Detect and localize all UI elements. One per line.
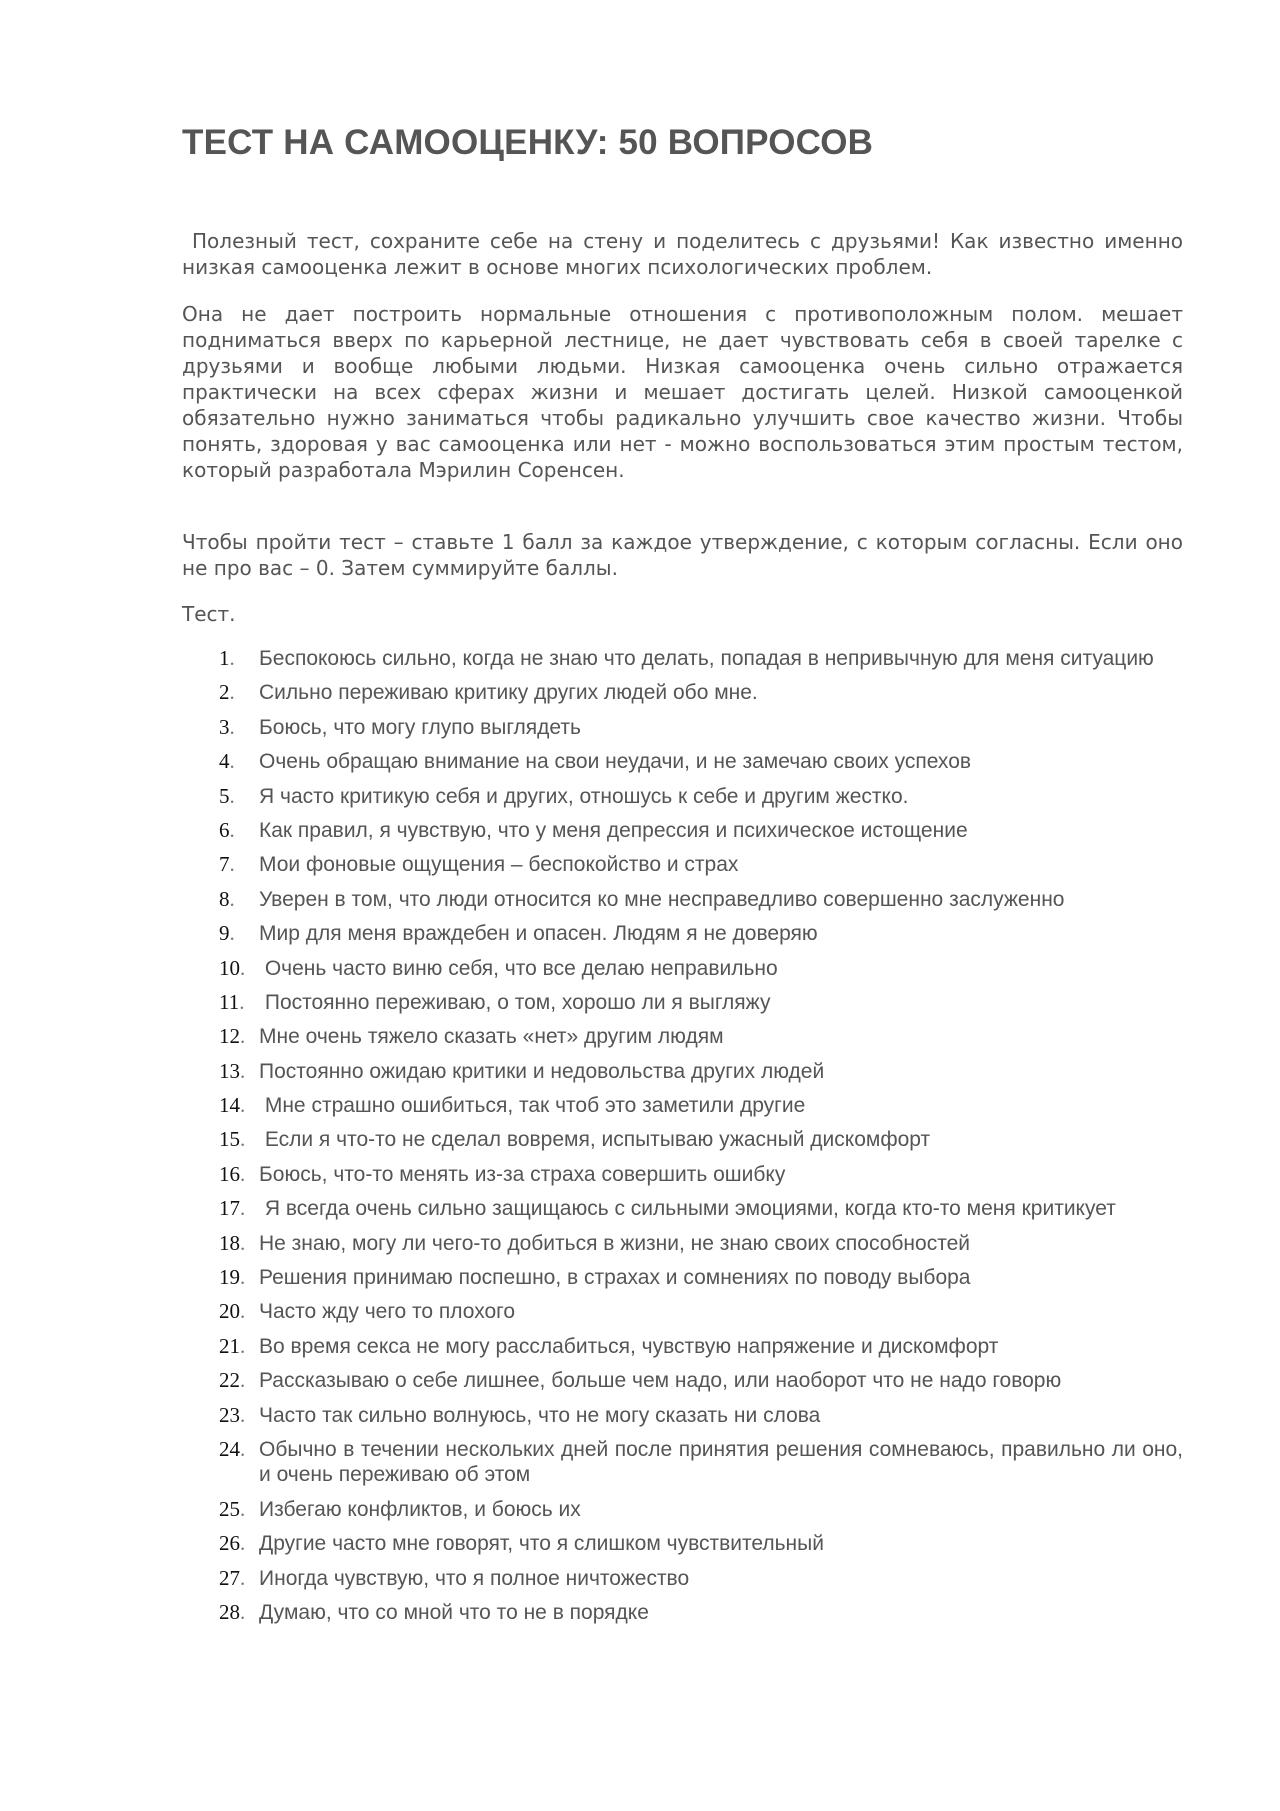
question-text: Решения принимаю поспешно, в страхах и сомнениях по поводу выбора xyxy=(259,1266,971,1290)
question-text: Избегаю конфликтов, и боюсь их xyxy=(259,1497,581,1521)
question-text: Боюсь, что могу глупо выглядеть xyxy=(259,715,581,739)
question-number: 9. xyxy=(219,921,235,946)
question-number: 3. xyxy=(219,714,235,739)
question-item xyxy=(182,715,1183,741)
description-paragraph: Она не дает построить нормальные отношения с противоположным полом. мешает подниматься вверх по карьерной лестнице, не дает чувствовать себя в своей тарелке с друзьями и вообще любыми людьми. Низкая самооценка очень сильно отражается практически на всех сферах жизни и мешает достигать целей. Низкой самооценкой обязательно нужно заниматься чтобы радикально улучшить свое качество жизни. Чтобы понять, здоровая у вас самооценка или нет - можно воспользоваться этим простым тестом, который разработала Мэрилин Соренсен. xyxy=(182,302,1183,482)
question-number: 15. xyxy=(219,1127,246,1152)
question-item xyxy=(182,1265,1183,1291)
question-number: 8. xyxy=(219,886,235,911)
question-text: Я часто критикую себя и других, отношусь к себе и другим жестко. xyxy=(259,784,909,808)
question-number: 13. xyxy=(219,1058,246,1083)
question-text: Мне страшно ошибиться, так чтоб это заметили другие xyxy=(259,1094,806,1118)
question-text: Мои фоновые ощущения – беспокойство и страх xyxy=(259,853,739,877)
instructions-paragraph: Чтобы пройти тест – ставьте 1 балл за каждое утверждение, с которым согласны. Если оно не про вас – 0. Затем суммируйте баллы. xyxy=(182,530,1183,580)
question-item xyxy=(182,1196,1183,1222)
question-item xyxy=(182,1093,1183,1119)
question-text: Во время секса не могу расслабиться, чувствую напряжение и дискомфорт xyxy=(259,1334,999,1358)
question-text: Часто так сильно волнуюсь, что не могу сказать ни слова xyxy=(259,1403,821,1427)
question-text: Очень часто виню себя, что все делаю неправильно xyxy=(259,956,778,980)
question-item xyxy=(182,646,1183,672)
question-text: Сильно переживаю критику других людей обо мне. xyxy=(259,681,758,705)
question-text: Я всегда очень сильно защищаюсь с сильными эмоциями, когда кто-то меня критикует xyxy=(259,1197,1116,1221)
question-text: Иногда чувствую, что я полное ничтожество xyxy=(259,1566,690,1590)
question-number: 21. xyxy=(219,1333,246,1358)
question-item xyxy=(182,887,1183,913)
question-item xyxy=(182,956,1183,982)
question-number: 23. xyxy=(219,1402,246,1427)
question-item xyxy=(182,1436,1189,1488)
question-number: 16. xyxy=(219,1161,246,1186)
question-text: Рассказываю о себе лишнее, больше чем надо, или наоборот что не надо говорю xyxy=(259,1369,1062,1393)
question-item xyxy=(182,749,1183,775)
question-number: 4. xyxy=(219,749,235,774)
question-item xyxy=(182,1059,1183,1085)
question-number: 25. xyxy=(219,1496,246,1521)
question-item xyxy=(182,1334,1183,1360)
question-number: 6. xyxy=(219,817,235,842)
question-item xyxy=(182,1162,1183,1188)
question-number: 11. xyxy=(219,989,245,1014)
question-item xyxy=(182,1600,1183,1626)
page-title: ТЕСТ НА САМООЦЕНКУ: 50 ВОПРОСОВ xyxy=(182,123,874,162)
question-item xyxy=(182,990,1183,1016)
test-label: Тест. xyxy=(182,602,236,626)
question-text: Мне очень тяжело сказать «нет» другим людям xyxy=(259,1025,724,1049)
question-item xyxy=(182,1403,1183,1429)
question-number: 19. xyxy=(219,1265,246,1290)
question-number: 18. xyxy=(219,1230,246,1255)
question-text: Не знаю, могу ли чего-то добиться в жизни, не знаю своих способностей xyxy=(259,1231,970,1255)
question-item xyxy=(182,1566,1183,1592)
question-text: Мир для меня враждебен и опасен. Людям я не доверяю xyxy=(259,922,818,946)
question-text: Беспокоюсь сильно, когда не знаю что делать, попадая в непривычную для меня ситуацию xyxy=(259,647,1154,670)
question-number: 10. xyxy=(219,955,246,980)
question-number: 2. xyxy=(219,680,235,705)
question-text: Думаю, что со мной что то не в порядке xyxy=(259,1601,649,1625)
question-item xyxy=(182,1127,1183,1153)
intro-paragraph: Полезный тест, сохраните себе на стену и поделитесь с друзьями! Как известно именно низкая самооценка лежит в основе многих психологических проблем. xyxy=(182,229,1190,279)
question-number: 14. xyxy=(219,1093,246,1118)
question-item xyxy=(182,784,1183,810)
question-item xyxy=(182,1368,1183,1394)
question-text: Если я что-то не сделал вовремя, испытываю ужасный дискомфорт xyxy=(259,1128,931,1152)
question-number: 24. xyxy=(219,1436,246,1461)
questions-list xyxy=(182,646,1189,1634)
question-number: 28. xyxy=(219,1600,246,1625)
question-text: Часто жду чего то плохого xyxy=(259,1300,516,1324)
question-number: 20. xyxy=(219,1299,246,1324)
question-text: Постоянно ожидаю критики и недовольства других людей xyxy=(259,1059,825,1083)
question-item xyxy=(182,852,1183,878)
question-text: Очень обращаю внимание на свои неудачи, и не замечаю своих успехов xyxy=(259,750,972,774)
question-item xyxy=(182,1497,1183,1523)
question-item xyxy=(182,818,1183,844)
question-number: 17. xyxy=(219,1196,246,1221)
question-item xyxy=(182,921,1183,947)
question-text: Обычно в течении нескольких дней после принятия решения сомневаюсь, правильно ли оно, и очень переживаю об этом xyxy=(259,1437,1189,1487)
question-number: 26. xyxy=(219,1531,246,1556)
question-number: 27. xyxy=(219,1565,246,1590)
question-item xyxy=(182,1299,1183,1325)
question-text: Боюсь, что-то менять из-за страха совершить ошибку xyxy=(259,1162,786,1186)
question-item xyxy=(182,1231,1183,1257)
question-item xyxy=(182,680,1183,706)
question-number: 5. xyxy=(219,783,235,808)
question-text: Другие часто мне говорят, что я слишком чувствительный xyxy=(259,1532,824,1556)
question-number: 22. xyxy=(219,1368,246,1393)
question-number: 7. xyxy=(219,852,235,877)
question-text: Постоянно переживаю, о том, хорошо ли я выгляжу xyxy=(259,990,771,1014)
question-item xyxy=(182,1531,1183,1557)
question-item xyxy=(182,1024,1183,1050)
question-number: 1. xyxy=(219,646,235,670)
question-text: Как правил, я чувствую, что у меня депрессия и психическое истощение xyxy=(259,818,968,842)
question-text: Уверен в том, что люди относится ко мне несправедливо совершенно заслуженно xyxy=(259,887,1065,911)
question-number: 12. xyxy=(219,1024,246,1049)
